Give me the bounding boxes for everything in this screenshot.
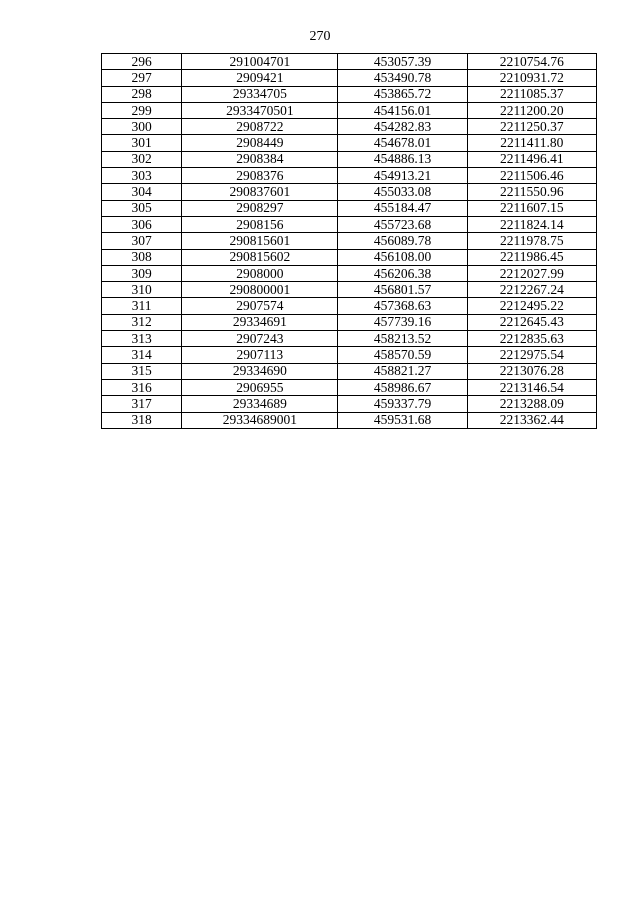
point-code-cell: 29334689001 — [182, 412, 338, 428]
x-coordinate-cell: 456206.38 — [338, 265, 467, 281]
coordinates-table — [101, 53, 597, 429]
point-number-cell: 296 — [102, 54, 182, 70]
point-code-cell: 290800001 — [182, 282, 338, 298]
y-coordinate-cell: 2211200.20 — [467, 102, 596, 118]
x-coordinate-cell: 454156.01 — [338, 102, 467, 118]
table-row — [102, 249, 597, 265]
y-coordinate-cell: 2211411.80 — [467, 135, 596, 151]
y-coordinate-cell: 2213288.09 — [467, 396, 596, 412]
y-coordinate-cell: 2212267.24 — [467, 282, 596, 298]
y-coordinate-cell: 2211986.45 — [467, 249, 596, 265]
table-row — [102, 396, 597, 412]
y-coordinate-cell: 2213076.28 — [467, 363, 596, 379]
point-code-cell: 2908297 — [182, 200, 338, 216]
point-number-cell: 301 — [102, 135, 182, 151]
point-code-cell: 2933470501 — [182, 102, 338, 118]
table-row — [102, 412, 597, 428]
point-number-cell: 302 — [102, 151, 182, 167]
point-number-cell: 303 — [102, 168, 182, 184]
x-coordinate-cell: 458821.27 — [338, 363, 467, 379]
y-coordinate-cell: 2211978.75 — [467, 233, 596, 249]
point-code-cell: 2907574 — [182, 298, 338, 314]
table-row — [102, 54, 597, 70]
point-code-cell: 29334705 — [182, 86, 338, 102]
point-number-cell: 305 — [102, 200, 182, 216]
x-coordinate-cell: 453490.78 — [338, 70, 467, 86]
table-row — [102, 200, 597, 216]
point-code-cell: 290815602 — [182, 249, 338, 265]
table-row — [102, 119, 597, 135]
point-number-cell: 318 — [102, 412, 182, 428]
table-row — [102, 135, 597, 151]
x-coordinate-cell: 454886.13 — [338, 151, 467, 167]
table-row — [102, 184, 597, 200]
point-number-cell: 307 — [102, 233, 182, 249]
table-row — [102, 331, 597, 347]
table-row — [102, 265, 597, 281]
table-row — [102, 379, 597, 395]
table-row — [102, 282, 597, 298]
table-row — [102, 86, 597, 102]
point-number-cell: 314 — [102, 347, 182, 363]
y-coordinate-cell: 2211607.15 — [467, 200, 596, 216]
table-row — [102, 102, 597, 118]
y-coordinate-cell: 2213146.54 — [467, 379, 596, 395]
table-row — [102, 314, 597, 330]
x-coordinate-cell: 456801.57 — [338, 282, 467, 298]
point-number-cell: 312 — [102, 314, 182, 330]
point-code-cell: 2907113 — [182, 347, 338, 363]
x-coordinate-cell: 455723.68 — [338, 216, 467, 232]
point-number-cell: 306 — [102, 216, 182, 232]
point-code-cell: 290837601 — [182, 184, 338, 200]
page-number: 270 — [309, 29, 331, 44]
table-row — [102, 70, 597, 86]
table-row — [102, 233, 597, 249]
y-coordinate-cell: 2211250.37 — [467, 119, 596, 135]
table-body — [102, 54, 597, 429]
point-code-cell: 29334690 — [182, 363, 338, 379]
y-coordinate-cell: 2211550.96 — [467, 184, 596, 200]
x-coordinate-cell: 457368.63 — [338, 298, 467, 314]
y-coordinate-cell: 2210931.72 — [467, 70, 596, 86]
point-number-cell: 310 — [102, 282, 182, 298]
table-row — [102, 298, 597, 314]
y-coordinate-cell: 2212027.99 — [467, 265, 596, 281]
point-number-cell: 309 — [102, 265, 182, 281]
y-coordinate-cell: 2211506.46 — [467, 168, 596, 184]
x-coordinate-cell: 458986.67 — [338, 379, 467, 395]
y-coordinate-cell: 2210754.76 — [467, 54, 596, 70]
point-number-cell: 298 — [102, 86, 182, 102]
x-coordinate-cell: 457739.16 — [338, 314, 467, 330]
point-code-cell: 2908384 — [182, 151, 338, 167]
point-number-cell: 304 — [102, 184, 182, 200]
point-number-cell: 313 — [102, 331, 182, 347]
y-coordinate-cell: 2213362.44 — [467, 412, 596, 428]
point-number-cell: 317 — [102, 396, 182, 412]
x-coordinate-cell: 458570.59 — [338, 347, 467, 363]
table-row — [102, 168, 597, 184]
point-number-cell: 316 — [102, 379, 182, 395]
point-number-cell: 299 — [102, 102, 182, 118]
point-number-cell: 308 — [102, 249, 182, 265]
x-coordinate-cell: 454678.01 — [338, 135, 467, 151]
point-code-cell: 2909421 — [182, 70, 338, 86]
x-coordinate-cell: 455033.08 — [338, 184, 467, 200]
x-coordinate-cell: 456108.00 — [338, 249, 467, 265]
point-number-cell: 300 — [102, 119, 182, 135]
x-coordinate-cell: 454913.21 — [338, 168, 467, 184]
x-coordinate-cell: 459531.68 — [338, 412, 467, 428]
point-number-cell: 297 — [102, 70, 182, 86]
y-coordinate-cell: 2211496.41 — [467, 151, 596, 167]
point-code-cell: 2908000 — [182, 265, 338, 281]
table-row — [102, 151, 597, 167]
point-code-cell: 2908722 — [182, 119, 338, 135]
point-code-cell: 29334691 — [182, 314, 338, 330]
point-code-cell: 2908156 — [182, 216, 338, 232]
point-number-cell: 311 — [102, 298, 182, 314]
y-coordinate-cell: 2212835.63 — [467, 331, 596, 347]
table-row — [102, 347, 597, 363]
point-code-cell: 291004701 — [182, 54, 338, 70]
point-code-cell: 2908449 — [182, 135, 338, 151]
x-coordinate-cell: 453865.72 — [338, 86, 467, 102]
x-coordinate-cell: 453057.39 — [338, 54, 467, 70]
point-code-cell: 2906955 — [182, 379, 338, 395]
x-coordinate-cell: 456089.78 — [338, 233, 467, 249]
table-row — [102, 363, 597, 379]
y-coordinate-cell: 2211085.37 — [467, 86, 596, 102]
y-coordinate-cell: 2211824.14 — [467, 216, 596, 232]
x-coordinate-cell: 454282.83 — [338, 119, 467, 135]
x-coordinate-cell: 459337.79 — [338, 396, 467, 412]
y-coordinate-cell: 2212975.54 — [467, 347, 596, 363]
point-code-cell: 29334689 — [182, 396, 338, 412]
x-coordinate-cell: 455184.47 — [338, 200, 467, 216]
y-coordinate-cell: 2212645.43 — [467, 314, 596, 330]
point-code-cell: 290815601 — [182, 233, 338, 249]
point-code-cell: 2907243 — [182, 331, 338, 347]
table-row — [102, 216, 597, 232]
x-coordinate-cell: 458213.52 — [338, 331, 467, 347]
y-coordinate-cell: 2212495.22 — [467, 298, 596, 314]
point-code-cell: 2908376 — [182, 168, 338, 184]
point-number-cell: 315 — [102, 363, 182, 379]
